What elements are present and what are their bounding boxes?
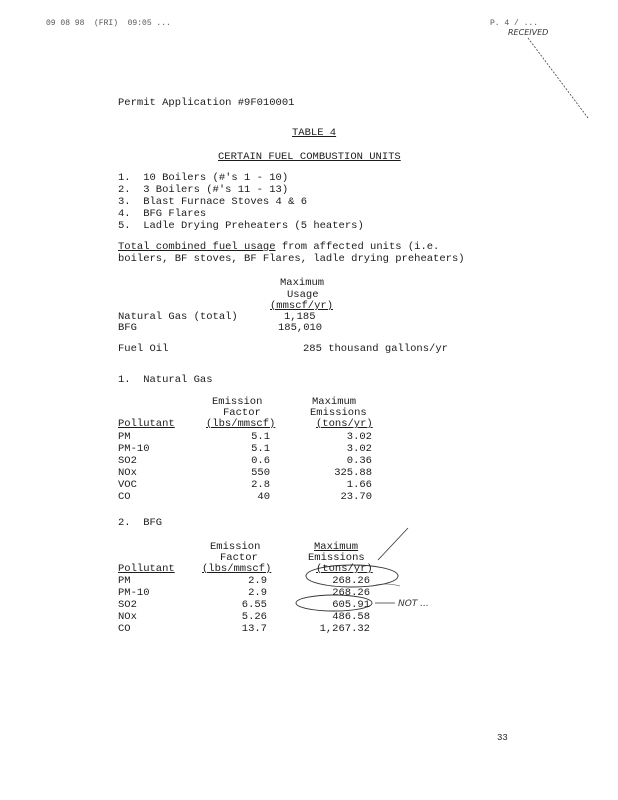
unit-item: 3. Blast Furnace Stoves 4 & 6 xyxy=(118,196,308,208)
s1-me: 23.70 xyxy=(340,491,372,503)
s2-me: 1,267.32 xyxy=(319,623,370,635)
s1-ef: 40 xyxy=(257,491,270,503)
s1-ef: 2.8 xyxy=(251,479,270,491)
s2-me: 268.26 xyxy=(332,575,370,587)
s2-ef: 2.9 xyxy=(248,575,267,587)
s1-ef-header-1: Emission xyxy=(212,396,263,408)
s2-me: 268.26 xyxy=(332,587,370,599)
s1-pollutant: CO xyxy=(118,491,131,503)
page-number: 33 xyxy=(497,733,508,743)
callout-line xyxy=(378,528,408,560)
s2-me-header-3: (tons/yr) xyxy=(316,563,373,575)
s2-me: 605.91 xyxy=(332,599,370,611)
s1-ef: 5.1 xyxy=(251,443,270,455)
s2-ef: 13.7 xyxy=(241,623,267,635)
s1-ef: 0.6 xyxy=(251,455,270,467)
s2-ef: 5.26 xyxy=(241,611,267,623)
s1-me: 1.66 xyxy=(346,479,372,491)
usage-value-bfg: 185,010 xyxy=(278,322,323,334)
unit-item: 5. Ladle Drying Preheaters (5 heaters) xyxy=(118,220,364,232)
s2-pollutant: PM-10 xyxy=(118,587,150,599)
table-label: TABLE 4 xyxy=(292,127,337,139)
s1-me-header-2: Emissions xyxy=(310,407,367,419)
s2-pollutant: NOx xyxy=(118,611,137,623)
s2-ef: 2.9 xyxy=(248,587,267,599)
s1-pollutant: NOx xyxy=(118,467,137,479)
usage-label-natural-gas: Natural Gas (total) xyxy=(118,311,238,323)
total-usage-line2: boilers, BF stoves, BF Flares, ladle drying preheaters) xyxy=(118,253,465,265)
usage-header-units: (mmscf/yr) xyxy=(270,300,334,312)
s2-ef-header-2: Factor xyxy=(220,552,258,564)
usage-label-bfg: BFG xyxy=(118,322,137,334)
total-usage-underlined: Total combined fuel usage xyxy=(118,241,276,253)
s2-pollutant: CO xyxy=(118,623,131,635)
s1-me: 3.02 xyxy=(346,443,372,455)
s1-pollutant: PM xyxy=(118,431,131,443)
s2-ef-column xyxy=(147,575,267,635)
s2-me: 486.58 xyxy=(332,611,370,623)
s1-me: 0.36 xyxy=(346,455,372,467)
s1-me: 325.88 xyxy=(334,467,372,479)
s1-pollutant: PM-10 xyxy=(118,443,150,455)
total-usage-rest: from affected units (i.e. xyxy=(275,241,440,253)
table-title: CERTAIN FUEL COMBUSTION UNITS xyxy=(218,151,401,163)
s1-me: 3.02 xyxy=(346,431,372,443)
s1-pollutant: SO2 xyxy=(118,455,137,467)
section2-heading: 2. BFG xyxy=(118,517,163,529)
s1-me-header-3: (tons/yr) xyxy=(316,418,373,430)
fuel-oil-label: Fuel Oil xyxy=(118,343,169,355)
s2-me-header-1: Maximum xyxy=(314,541,359,553)
handwritten-annotation: NOT ... xyxy=(398,599,429,609)
s2-ef-header-3: (lbs/mmscf) xyxy=(202,563,272,575)
s1-me-header-1: Maximum xyxy=(312,396,357,408)
unit-item: 1. 10 Boilers (#'s 1 - 10) xyxy=(118,172,289,184)
s1-me-column xyxy=(252,431,372,503)
unit-item: 2. 3 Boilers (#'s 11 - 13) xyxy=(118,184,289,196)
s2-ef: 6.55 xyxy=(241,599,267,611)
s1-pollutant: VOC xyxy=(118,479,137,491)
stamp-arrow-mark xyxy=(528,38,588,118)
fax-header-right: P. 4 / ... xyxy=(490,19,539,28)
total-usage-line1 xyxy=(118,241,439,253)
s2-pollutant-header: Pollutant xyxy=(118,563,175,575)
s1-ef-header-2: Factor xyxy=(223,407,261,419)
unit-item: 4. BFG Flares xyxy=(118,208,207,220)
section1-heading: 1. Natural Gas xyxy=(118,374,213,386)
s2-me-column xyxy=(250,575,370,635)
usage-value-natural-gas: 1,185 xyxy=(284,311,316,323)
permit-application: Permit Application #9F010001 xyxy=(118,97,295,109)
usage-header-maximum: Maximum xyxy=(280,277,325,289)
s1-ef-header-3: (lbs/mmscf) xyxy=(206,418,276,430)
s1-pollutant-header: Pollutant xyxy=(118,418,175,430)
s2-pollutant: PM xyxy=(118,575,131,587)
fuel-oil-value: 285 thousand gallons/yr xyxy=(303,343,448,355)
s2-ef-header-1: Emission xyxy=(210,541,261,553)
s1-ef: 5.1 xyxy=(251,431,270,443)
s1-ef: 550 xyxy=(251,467,270,479)
s2-me-header-2: Emissions xyxy=(308,552,365,564)
usage-header-usage: Usage xyxy=(287,289,319,301)
fax-header-left: 09 08 98 (FRI) 09:05 ... xyxy=(46,19,171,28)
received-stamp: RECEIVED xyxy=(508,28,549,37)
s2-pollutant: SO2 xyxy=(118,599,137,611)
